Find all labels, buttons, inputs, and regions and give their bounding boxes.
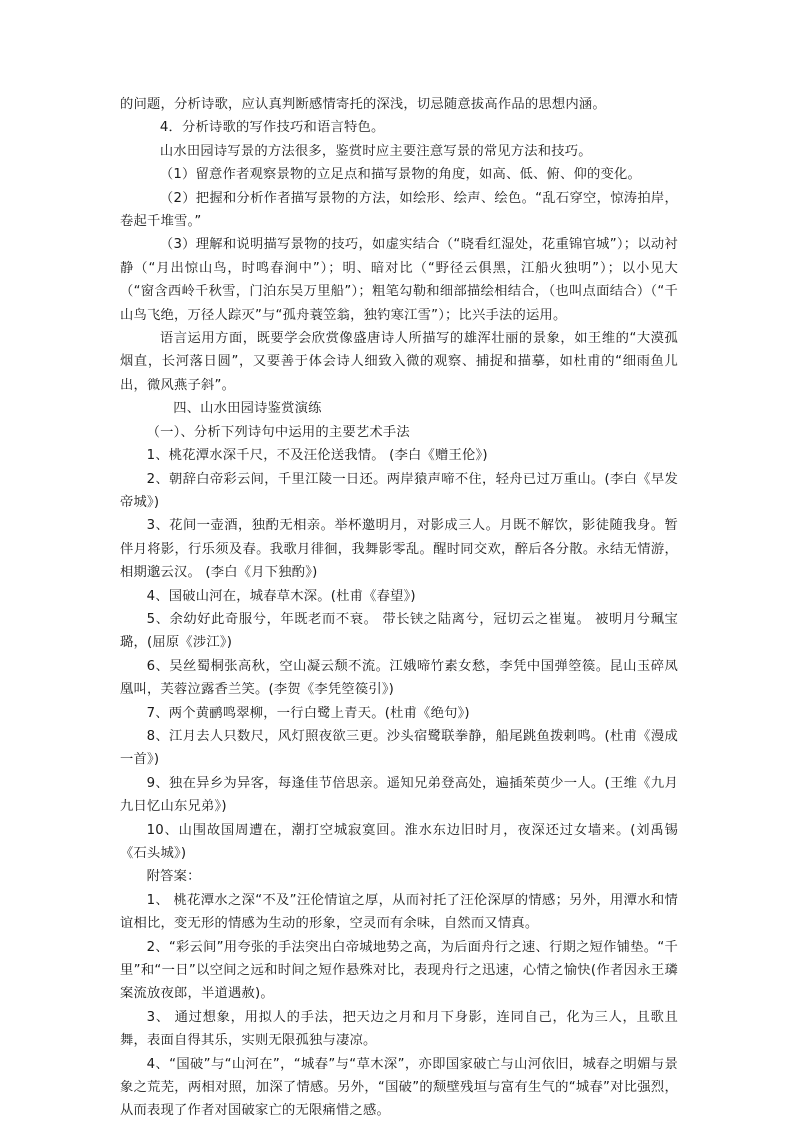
paragraph: 山水田园诗写景的方法很多，鉴赏时应主要注意写景的常见方法和技巧。 bbox=[159, 143, 592, 159]
answer-item: 2、“彩云间”用夸张的手法突出白帝城地势之高，为后面舟行之速、行期之短作铺垫。“千里”和“一日”以空间之远和时间之短作悬殊对比，表现舟行之迅速，心情之愉快(作者因永王璘案流放夜郎，半道遇赦)。 bbox=[120, 939, 678, 1002]
paragraph: （1）留意作者观察景物的立足点和描写景物的角度，如高、低、俯、仰的变化。 bbox=[159, 167, 641, 183]
exercise-item: 10、山围故国周遭在，潮打空城寂寞回。淮水东边旧时月，夜深还过女墙来。(刘禹锡《石头城》) bbox=[120, 822, 678, 861]
exercise-item: 5、余幼好此奇服兮，年既老而不衰。 带长铗之陆离兮，冠切云之崔嵬。 被明月兮珮宝璐，(屈原《涉江》) bbox=[120, 611, 678, 651]
exercise-item: 1、桃花潭水深千尺，不及汪伦送我情。 (李白《赠王伦》) bbox=[146, 448, 488, 464]
subsection-heading: （一）、分析下列诗句中运用的主要艺术手法 bbox=[146, 424, 410, 440]
answer-item: 1、 桃花潭水之深“不及”汪伦情谊之厚，从而衬托了汪伦深厚的情感；另外，用潭水和情谊相比，变无形的情感为生动的形象，空灵而有余味，自然而又情真。 bbox=[120, 892, 678, 932]
answer-item: 3、 通过想象，用拟人的手法，把天边之月和月下身影，连同自己，化为三人，且歌且舞，表面自得其乐，实则无限孤独与凄凉。 bbox=[120, 1009, 678, 1049]
answer-item: 4、“国破”与“山河在”，“城春”与“草木深”，亦即国家破亡与山河依旧，城春之明媚与景象之荒芜，两相对照，加深了情感。另外，“国破”的颓壁残垣与富有生气的“城春”对比强烈，从而表现了作者对国破家亡的无限痛惜之感。 bbox=[120, 1056, 678, 1119]
document-body bbox=[120, 93, 678, 1123]
exercise-item: 2、朝辞白帝彩云间，千里江陵一日还。两岸猿声啼不住，轻舟已过万重山。(李白《早发帝城》) bbox=[120, 471, 678, 510]
exercise-item: 6、吴丝蜀桐张高秋，空山凝云颓不流。江娥啼竹素女愁，李凭中国弹箜篌。昆山玉碎凤凰叫，芙蓉泣露香兰笑。(李贺《李凭箜篌引》) bbox=[120, 658, 678, 698]
answer-heading: 附答案： bbox=[146, 869, 201, 885]
paragraph: （3）理解和说明描写景物的技巧，如虚实结合（“晓看红湿处，花重锦官城”）；以动衬静（“月出惊山鸟，时鸣春涧中”）；明、暗对比（“野径云俱黑，江船火独明”）；以小见大（“窗含西岭千秋雪，门泊东吴万里船”）；粗笔勾勒和细部描绘相结合，（也叫点面结合）（“千山鸟飞绝，万径人踪灭”与“孤舟蓑笠翁，独钓寒江雪”）；比兴手法的运用。 bbox=[120, 237, 678, 323]
paragraph: 的问题，分析诗歌，应认真判断感情寄托的深浅，切忌随意拔高作品的思想内涵。 bbox=[120, 97, 606, 112]
exercise-item: 4、国破山河在，城春草木深。(杜甫《春望》) bbox=[146, 588, 416, 604]
exercise-item: 7、两个黄鹂鸣翠柳，一行白鹭上青天。(杜甫《绝句》) bbox=[146, 705, 470, 721]
exercise-item: 8、江月去人只数尺，风灯照夜欲三更。沙头宿鹭联拳静，船尾跳鱼拨剌鸣。(杜甫《漫成一首》) bbox=[120, 728, 678, 768]
paragraph: 语言运用方面，既要学会欣赏像盛唐诗人所描写的雄浑壮丽的景象，如王维的“大漠孤烟直，长河落日圆”，又要善于体会诗人细致入微的观察、捕捉和描摹，如杜甫的“细雨鱼儿出，微风燕子斜”。 bbox=[120, 331, 678, 393]
exercise-item: 3、花间一壶酒，独酌无相亲。举杯邀明月，对影成三人。月既不解饮，影徒随我身。暂伴月将影，行乐须及春。我歌月徘徊，我舞影零乱。醒时同交欢，醉后各分散。永结无情游，相期邈云汉。 (李白《月下独酌》) bbox=[120, 518, 678, 581]
section-heading: 四、山水田园诗鉴赏演练 bbox=[173, 401, 322, 417]
paragraph: （2）把握和分析作者描写景物的方法，如绘形、绘声、绘色。“乱石穿空，惊涛拍岸，卷起千堆雪。” bbox=[120, 190, 678, 230]
exercise-item: 9、独在异乡为异客，每逢佳节倍思亲。遥知兄弟登高处，遍插茱萸少一人。(王维《九月九日忆山东兄弟》) bbox=[120, 775, 678, 815]
paragraph: 4．分析诗歌的写作技巧和语言特色。 bbox=[159, 120, 385, 136]
